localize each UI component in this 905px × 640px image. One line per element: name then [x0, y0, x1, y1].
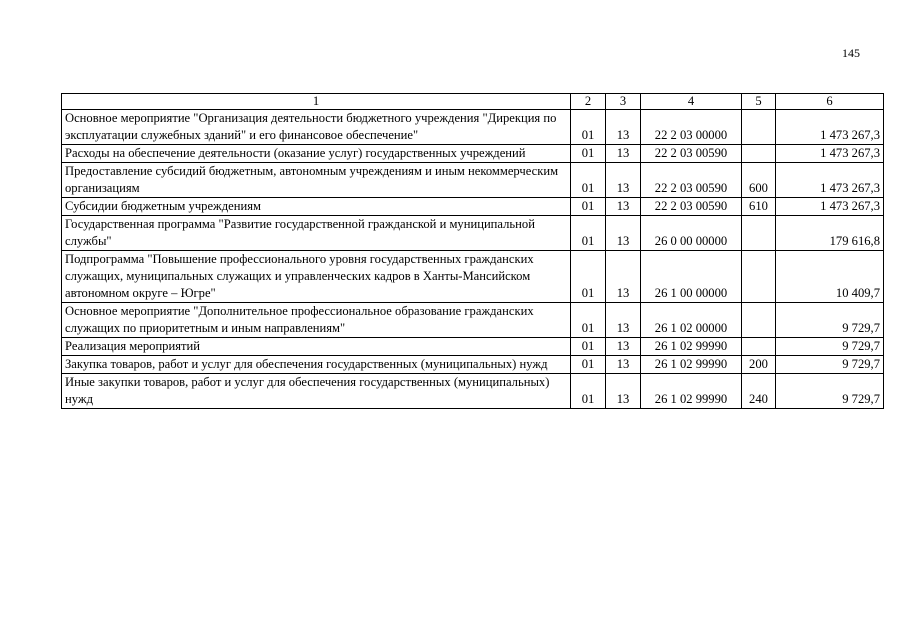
row-amount: 1 473 267,3 [776, 145, 884, 163]
row-amount: 9 729,7 [776, 374, 884, 409]
row-target-code: 26 1 00 00000 [641, 251, 742, 303]
table-row [62, 198, 884, 216]
row-subsection: 13 [606, 145, 641, 163]
row-section: 01 [571, 303, 606, 338]
table-row [62, 251, 884, 303]
row-section: 01 [571, 356, 606, 374]
header-cell: 2 [571, 94, 606, 110]
row-name: Основное мероприятие "Организация деятельности бюджетного учреждения "Дирекция по эксплуатации служебных зданий" и его финансовое обеспечение" [62, 110, 571, 145]
row-expense-type [742, 145, 776, 163]
row-target-code: 22 2 03 00000 [641, 110, 742, 145]
row-section: 01 [571, 251, 606, 303]
header-cell: 5 [742, 94, 776, 110]
table-row [62, 163, 884, 198]
row-target-code: 26 1 02 00000 [641, 303, 742, 338]
row-section: 01 [571, 163, 606, 198]
row-expense-type: 200 [742, 356, 776, 374]
header-cell: 1 [62, 94, 571, 110]
table-row [62, 145, 884, 163]
row-name: Субсидии бюджетным учреждениям [62, 198, 571, 216]
row-target-code: 26 0 00 00000 [641, 216, 742, 251]
row-subsection: 13 [606, 216, 641, 251]
page-number: 145 [842, 46, 860, 60]
table-row [62, 303, 884, 338]
table-row [62, 374, 884, 409]
row-section: 01 [571, 216, 606, 251]
row-amount: 179 616,8 [776, 216, 884, 251]
row-subsection: 13 [606, 303, 641, 338]
table-row [62, 338, 884, 356]
row-expense-type: 610 [742, 198, 776, 216]
row-subsection: 13 [606, 198, 641, 216]
header-row [62, 94, 884, 110]
table-row [62, 110, 884, 145]
row-subsection: 13 [606, 251, 641, 303]
row-name: Основное мероприятие "Дополнительное профессиональное образование гражданских служащих по приоритетным и иным направлениям" [62, 303, 571, 338]
row-target-code: 22 2 03 00590 [641, 163, 742, 198]
row-section: 01 [571, 338, 606, 356]
row-name: Реализация мероприятий [62, 338, 571, 356]
row-amount: 1 473 267,3 [776, 163, 884, 198]
header-cell: 3 [606, 94, 641, 110]
row-expense-type [742, 303, 776, 338]
table-row [62, 216, 884, 251]
row-expense-type [742, 338, 776, 356]
row-expense-type [742, 216, 776, 251]
row-amount: 1 473 267,3 [776, 110, 884, 145]
row-section: 01 [571, 374, 606, 409]
row-subsection: 13 [606, 374, 641, 409]
row-subsection: 13 [606, 338, 641, 356]
row-subsection: 13 [606, 356, 641, 374]
row-name: Государственная программа "Развитие государственной гражданской и муниципальной службы" [62, 216, 571, 251]
row-name: Подпрограмма "Повышение профессионального уровня государственных гражданских служащих, муниципальных служащих и управленческих кадров в Ханты-Мансийском автономном округе – Югре" [62, 251, 571, 303]
budget-table [61, 93, 884, 409]
row-amount: 10 409,7 [776, 251, 884, 303]
row-amount: 9 729,7 [776, 303, 884, 338]
row-name: Предоставление субсидий бюджетным, автономным учреждениям и иным некоммерческим организациям [62, 163, 571, 198]
row-target-code: 26 1 02 99990 [641, 356, 742, 374]
row-subsection: 13 [606, 110, 641, 145]
row-expense-type: 240 [742, 374, 776, 409]
row-amount: 9 729,7 [776, 356, 884, 374]
row-amount: 1 473 267,3 [776, 198, 884, 216]
row-subsection: 13 [606, 163, 641, 198]
row-target-code: 22 2 03 00590 [641, 145, 742, 163]
row-section: 01 [571, 145, 606, 163]
row-section: 01 [571, 110, 606, 145]
row-expense-type [742, 110, 776, 145]
header-cell: 4 [641, 94, 742, 110]
row-target-code: 26 1 02 99990 [641, 374, 742, 409]
row-expense-type [742, 251, 776, 303]
row-amount: 9 729,7 [776, 338, 884, 356]
table-row [62, 356, 884, 374]
row-name: Иные закупки товаров, работ и услуг для обеспечения государственных (муниципальных) нужд [62, 374, 571, 409]
row-section: 01 [571, 198, 606, 216]
row-target-code: 26 1 02 99990 [641, 338, 742, 356]
row-name: Расходы на обеспечение деятельности (оказание услуг) государственных учреждений [62, 145, 571, 163]
row-expense-type: 600 [742, 163, 776, 198]
header-cell: 6 [776, 94, 884, 110]
row-name: Закупка товаров, работ и услуг для обеспечения государственных (муниципальных) нужд [62, 356, 571, 374]
row-target-code: 22 2 03 00590 [641, 198, 742, 216]
